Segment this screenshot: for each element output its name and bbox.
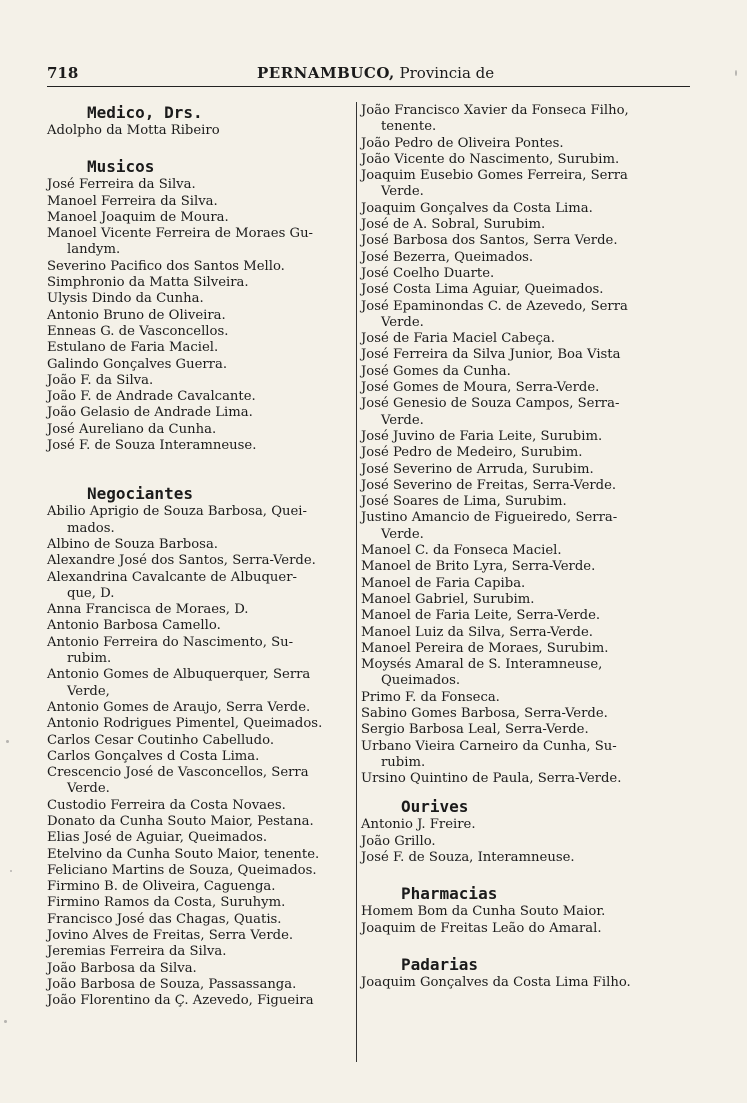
list-entry: Carlos Cesar Coutinho Cabelludo. — [47, 732, 275, 748]
list-entry: Jovino Alves de Freitas, Serra Verde. — [47, 928, 294, 944]
list-entry: José Ferreira da Silva. — [47, 177, 196, 193]
list-entry: rubim. — [381, 754, 426, 770]
list-entry: José Severino de Arruda, Surubim. — [361, 461, 594, 477]
list-entry: Ulysis Dindo da Cunha. — [47, 291, 204, 307]
section-heading-medico: Medico, Drs. — [87, 103, 203, 122]
list-entry: José Barbosa dos Santos, Serra Verde. — [361, 233, 618, 249]
list-entry: João F. de Andrade Cavalcante. — [47, 389, 256, 405]
list-entry: Manoel Joaquim de Moura. — [47, 209, 229, 225]
list-entry: José Pedro de Medeiro, Surubim. — [361, 445, 583, 461]
list-entry: Antonio Ferreira do Nascimento, Su- — [47, 634, 294, 650]
list-entry: Verde. — [381, 412, 424, 428]
list-entry: José Costa Lima Aguiar, Queimados. — [361, 282, 604, 298]
list-entry: Antonio Gomes de Araujo, Serra Verde. — [47, 699, 311, 715]
list-entry: Verde. — [381, 184, 424, 200]
list-entry: Firmino B. de Oliveira, Caguenga. — [47, 879, 276, 895]
list-entry: Joaquim Eusebio Gomes Ferreira, Serra — [361, 168, 628, 184]
list-entry: Antonio Gomes de Albuquerquer, Serra — [47, 667, 311, 683]
list-entry: Ursino Quintino de Paula, Serra-Verde. — [361, 771, 622, 787]
list-entry: José Coelho Duarte. — [361, 265, 495, 281]
list-entry: Custodio Ferreira da Costa Novaes. — [47, 797, 286, 813]
list-entry: Joaquim Gonçalves da Costa Lima Filho. — [361, 974, 631, 990]
list-entry: Carlos Gonçalves d Costa Lima. — [47, 748, 260, 764]
list-entry: Jeremias Ferreira da Silva. — [47, 944, 227, 960]
list-entry: José F. de Souza, Interamneuse. — [361, 850, 575, 866]
running-title-state: PERNAMBUCO, — [257, 64, 395, 82]
list-entry: Antonio Barbosa Camello. — [47, 618, 221, 634]
list-entry: Manoel de Faria Capiba. — [361, 575, 526, 591]
running-title — [257, 64, 494, 82]
medico-list — [47, 123, 353, 139]
list-entry: Manoel de Faria Leite, Serra-Verde. — [361, 608, 601, 624]
list-entry: José Aureliano da Cunha. — [47, 421, 217, 437]
list-entry: Verde. — [381, 314, 424, 330]
list-entry: Alexandrina Cavalcante de Albuquer- — [47, 569, 297, 585]
list-entry: João Grillo. — [361, 833, 436, 849]
list-entry: Manoel Ferreira da Silva. — [47, 193, 218, 209]
list-entry: mados. — [67, 520, 115, 536]
list-entry: José Bezerra, Queimados. — [361, 249, 534, 265]
list-entry: Manoel Luiz da Silva, Serra-Verde. — [361, 624, 593, 640]
pharmacias-list — [361, 904, 667, 937]
list-entry: José Gomes da Cunha. — [361, 363, 511, 379]
list-entry: Manoel Vicente Ferreira de Moraes Gu- — [47, 226, 314, 242]
list-entry: Feliciano Martins de Souza, Queimados. — [47, 862, 317, 878]
list-entry: Estulano de Faria Maciel. — [47, 340, 219, 356]
list-entry: Verde. — [381, 526, 424, 542]
list-entry: Manoel de Brito Lyra, Serra-Verde. — [361, 559, 596, 575]
list-entry: Manoel Gabriel, Surubim. — [361, 591, 535, 607]
list-entry: Simphronio da Matta Silveira. — [47, 275, 249, 291]
list-entry: Enneas G. de Vasconcellos. — [47, 323, 229, 339]
list-entry: Sergio Barbosa Leal, Serra-Verde. — [361, 722, 589, 738]
list-entry: José F. de Souza Interamneuse. — [47, 438, 257, 454]
negociantes-continued-list — [361, 103, 667, 787]
list-entry: landym. — [67, 242, 121, 258]
list-entry: João Francisco Xavier da Fonseca Filho, — [361, 103, 629, 118]
scan-speck — [4, 1020, 7, 1023]
negociantes-list — [47, 504, 353, 1009]
list-entry: Elias José de Aguiar, Queimados. — [47, 830, 268, 846]
list-entry: Manoel Pereira de Moraes, Surubim. — [361, 640, 609, 656]
ourives-list — [361, 817, 667, 866]
section-heading-ourives: Ourives — [401, 797, 469, 817]
list-entry: Antonio Bruno de Oliveira. — [47, 307, 226, 323]
list-entry: José Ferreira da Silva Junior, Boa Vista — [361, 347, 621, 363]
list-entry: João Barbosa da Silva. — [47, 960, 197, 976]
list-entry: Albino de Souza Barbosa. — [47, 536, 218, 552]
list-entry: João Barbosa de Souza, Passassanga. — [47, 976, 297, 992]
scan-speck — [735, 70, 737, 76]
section-heading-padarias: Padarias — [401, 954, 479, 974]
running-title-subtitle: Provincia de — [399, 64, 495, 82]
list-entry: João Florentino da Ç. Azevedo, Figueira — [47, 993, 314, 1009]
list-entry: Anna Francisca de Moraes, D. — [47, 602, 249, 618]
list-entry: Galindo Gonçalves Guerra. — [47, 356, 228, 372]
list-entry: Joaquim de Freitas Leão do Amaral. — [361, 920, 602, 936]
column-divider — [356, 102, 357, 1062]
list-entry: José Severino de Freitas, Serra-Verde. — [361, 477, 617, 493]
list-entry: João F. da Silva. — [47, 372, 154, 388]
list-entry: Urbano Vieira Carneiro da Cunha, Su- — [361, 738, 617, 754]
list-entry: Queimados. — [381, 673, 461, 689]
list-entry: Crescencio José de Vasconcellos, Serra — [47, 765, 309, 781]
page-header — [47, 64, 690, 87]
list-entry: José Soares de Lima, Surubim. — [361, 494, 567, 510]
list-entry: Abilio Aprigio de Souza Barbosa, Quei- — [47, 504, 307, 520]
scan-speck — [10, 870, 12, 872]
list-entry: Antonio Rodrigues Pimentel, Queimados. — [47, 716, 323, 732]
list-entry: João Gelasio de Andrade Lima. — [47, 405, 253, 421]
musicos-list — [47, 177, 353, 454]
list-entry: rubim. — [67, 651, 112, 667]
left-column — [47, 103, 353, 1010]
list-entry: José de A. Sobral, Surubim. — [361, 217, 546, 233]
list-entry: Joaquim Gonçalves da Costa Lima. — [361, 200, 593, 216]
list-entry: Verde. — [67, 781, 110, 797]
list-entry: João Pedro de Oliveira Pontes. — [361, 135, 564, 151]
list-entry: Firmino Ramos da Costa, Suruhym. — [47, 895, 286, 911]
list-entry: João Vicente do Nascimento, Surubim. — [361, 151, 620, 167]
scan-speck — [6, 740, 9, 743]
list-entry: Francisco José das Chagas, Quatis. — [47, 911, 282, 927]
list-entry: Alexandre José dos Santos, Serra-Verde. — [47, 553, 316, 569]
list-entry: Severino Pacifico dos Santos Mello. — [47, 258, 285, 274]
list-entry: José Genesio de Souza Campos, Serra- — [361, 396, 620, 412]
list-entry: Moysés Amaral de S. Interamneuse, — [361, 657, 603, 673]
section-heading-negociantes: Negociantes — [87, 484, 193, 504]
list-entry: Sabino Gomes Barbosa, Serra-Verde. — [361, 705, 608, 721]
list-entry: Etelvino da Cunha Souto Maior, tenente. — [47, 846, 320, 862]
padarias-list — [361, 975, 667, 991]
list-entry: José Epaminondas C. de Azevedo, Serra — [361, 298, 628, 314]
list-entry: Justino Amancio de Figueiredo, Serra- — [361, 510, 618, 526]
list-entry: tenente. — [381, 119, 437, 135]
list-entry: Manoel C. da Fonseca Maciel. — [361, 543, 562, 559]
section-heading-pharmacias: Pharmacias — [401, 884, 498, 904]
list-entry: José Juvino de Faria Leite, Surubim. — [361, 428, 603, 444]
list-entry: Homem Bom da Cunha Souto Maior. — [361, 904, 606, 920]
list-entry: José de Faria Maciel Cabeça. — [361, 331, 555, 347]
list-entry: José Gomes de Moura, Serra-Verde. — [361, 380, 600, 396]
list-entry: Verde, — [67, 683, 110, 699]
list-entry: que, D. — [67, 585, 115, 601]
list-entry: Adolpho da Motta Ribeiro — [47, 123, 220, 138]
page-number: 718 — [47, 64, 79, 82]
right-column — [361, 103, 667, 991]
list-entry: Primo F. da Fonseca. — [361, 689, 500, 705]
list-entry: Antonio J. Freire. — [361, 817, 476, 833]
list-entry: Donato da Cunha Souto Maior, Pestana. — [47, 813, 314, 829]
section-heading-musicos: Musicos — [87, 157, 155, 177]
